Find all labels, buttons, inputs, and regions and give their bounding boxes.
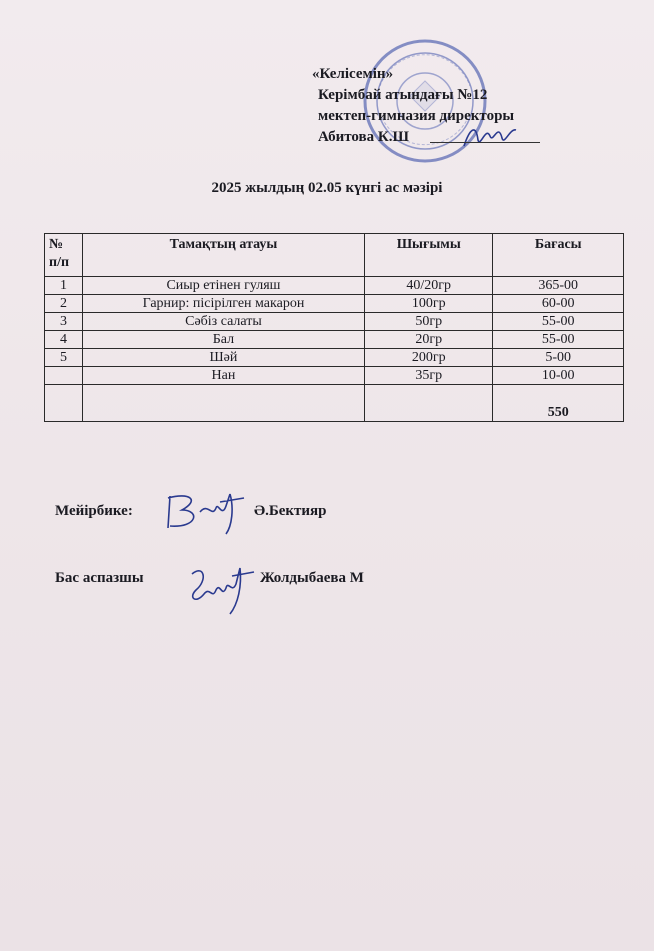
table-header-row	[45, 234, 624, 277]
row-number: 5	[45, 349, 83, 367]
row-number: 3	[45, 313, 83, 331]
header-number: № п/п	[45, 234, 83, 277]
header-price: Бағасы	[493, 234, 624, 277]
row-price: 55-00	[493, 313, 624, 331]
menu-table	[44, 233, 624, 422]
header-portion: Шығымы	[365, 234, 493, 277]
row-dish: Бал	[82, 331, 364, 349]
table-row	[45, 277, 624, 295]
total-price: 550	[493, 385, 624, 422]
row-portion: 35гр	[365, 367, 493, 385]
director-signature	[460, 118, 520, 152]
row-price: 5-00	[493, 349, 624, 367]
table-row	[45, 367, 624, 385]
table-row	[45, 331, 624, 349]
row-number: 2	[45, 295, 83, 313]
row-price: 10-00	[493, 367, 624, 385]
approval-director-name: Абитова К.Ш	[318, 129, 409, 145]
total-empty-cell	[82, 385, 364, 422]
row-price: 55-00	[493, 331, 624, 349]
header-dish-name: Тамақтың атауы	[82, 234, 364, 277]
row-portion: 100гр	[365, 295, 493, 313]
table-total-row	[45, 385, 624, 422]
row-portion: 200гр	[365, 349, 493, 367]
row-number	[45, 367, 83, 385]
row-portion: 20гр	[365, 331, 493, 349]
head-cook-name: Жолдыбаева М	[260, 570, 364, 586]
approval-position: мектеп-гимназия директоры	[318, 108, 515, 124]
row-portion: 50гр	[365, 313, 493, 331]
row-dish: Сиыр етінен гуляш	[82, 277, 364, 295]
head-cook-signature	[178, 560, 258, 616]
approval-heading: «Келісемін»	[312, 66, 394, 82]
table-row	[45, 313, 624, 331]
nurse-name: Ә.Бектияр	[254, 503, 327, 519]
approval-school: Керімбай атындағы №12	[318, 87, 488, 103]
row-number: 4	[45, 331, 83, 349]
table-row	[45, 349, 624, 367]
nurse-signature	[160, 488, 250, 538]
row-dish: Гарнир: пісірілген макарон	[82, 295, 364, 313]
head-cook-label: Бас аспазшы	[55, 570, 144, 586]
total-empty-cell	[365, 385, 493, 422]
row-price: 365-00	[493, 277, 624, 295]
row-price: 60-00	[493, 295, 624, 313]
row-dish: Сәбіз салаты	[82, 313, 364, 331]
nurse-label: Мейірбике:	[55, 503, 133, 519]
row-portion: 40/20гр	[365, 277, 493, 295]
total-empty-cell	[45, 385, 83, 422]
menu-title: 2025 жылдың 02.05 күнгі ас мәзірі	[211, 180, 443, 196]
row-number: 1	[45, 277, 83, 295]
table-row	[45, 295, 624, 313]
director-sign-line	[430, 142, 540, 143]
row-dish: Шәй	[82, 349, 364, 367]
row-dish: Нан	[82, 367, 364, 385]
